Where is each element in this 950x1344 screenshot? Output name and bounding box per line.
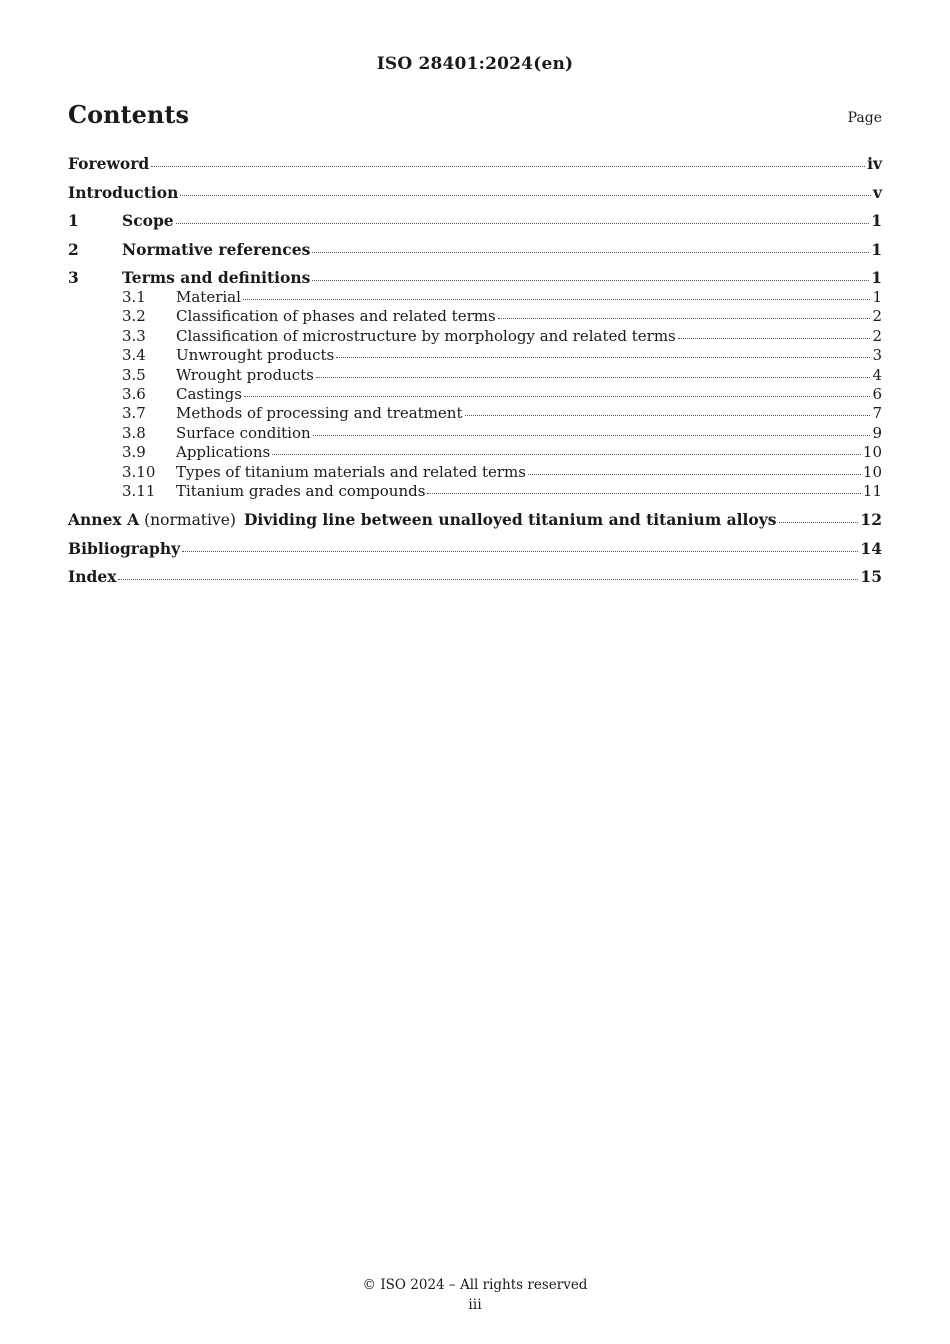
toc-entry-number: 3.4 [122, 346, 146, 365]
dot-leader [336, 356, 870, 358]
toc-entry-page: 2 [872, 307, 882, 326]
toc-entry-page: 7 [872, 404, 882, 423]
toc-entry-title: Titanium grades and compounds [176, 481, 426, 500]
copyright-footer: © ISO 2024 – All rights reserved [362, 1277, 588, 1293]
toc-entry-subclause-3-6[interactable] [68, 385, 882, 404]
dot-leader [678, 337, 871, 339]
dot-leader [272, 453, 861, 455]
dot-leader [176, 222, 870, 224]
toc-entry-page: v [872, 182, 882, 202]
toc-entry-number: 1 [68, 211, 79, 230]
dot-leader [427, 492, 860, 494]
toc-entry-number: 3.6 [122, 384, 146, 403]
toc-entry-number: 3.10 [122, 462, 156, 481]
toc-entry-title: Unwrought products [176, 346, 335, 365]
dot-leader [182, 550, 858, 552]
toc-entry-number: 3.1 [122, 288, 146, 306]
toc-entry-title: Foreword [68, 154, 150, 173]
page-column-label: Page [847, 110, 882, 126]
toc-entry-subclause-3-3[interactable] [68, 327, 882, 346]
dot-leader [312, 251, 869, 253]
dot-leader [498, 317, 871, 319]
toc-entry-foreword[interactable] [68, 153, 882, 174]
dot-leader [151, 165, 865, 167]
toc-entry-introduction[interactable] [68, 182, 882, 203]
toc-heading: Contents [68, 100, 189, 129]
dot-leader [528, 473, 861, 475]
dot-leader [180, 194, 871, 196]
toc-entry-subclause-3-5[interactable] [68, 366, 882, 385]
toc-entry-title: Normative references [122, 239, 311, 259]
toc-entry-number: 3.9 [122, 443, 146, 462]
toc-entry-bibliography[interactable] [68, 538, 882, 559]
toc-entry-page: 11 [862, 481, 882, 500]
toc-entry-index[interactable] [68, 566, 882, 587]
toc-entry-subclause-3-4[interactable] [68, 346, 882, 365]
toc-entry-page: 6 [872, 384, 882, 403]
toc-entry-subclause-3-8[interactable] [68, 424, 882, 443]
toc-entry-title: Classification of phases and related terms [176, 307, 496, 326]
toc-entry-page: 9 [872, 423, 882, 442]
toc-entry-subclause-3-9[interactable] [68, 443, 882, 462]
toc-entry-page: 4 [872, 365, 882, 384]
toc-entry-title: Applications [176, 443, 271, 462]
toc-entry-title: Introduction [68, 182, 179, 202]
dot-leader [244, 395, 871, 397]
toc-entry-number: 3.8 [122, 423, 146, 442]
toc-entry-page: 3 [872, 346, 882, 365]
toc-entry-title: Types of titanium materials and related terms [176, 462, 526, 481]
toc-entry-subclause-3-1[interactable] [68, 288, 882, 307]
toc-entry-page: 2 [872, 326, 882, 345]
table-of-contents [68, 153, 882, 595]
toc-entry-subclause-3-2[interactable] [68, 307, 882, 326]
toc-entry-number: 3.3 [122, 326, 146, 345]
toc-entry-title: Bibliography [68, 538, 181, 558]
toc-entry-number: 3.2 [122, 307, 146, 326]
toc-entry-number: 2 [68, 239, 79, 259]
toc-entry-page: iv [867, 154, 882, 173]
toc-entry-page: 1 [871, 268, 882, 287]
annex-label: Annex A [68, 510, 140, 530]
toc-entry-page: 12 [860, 510, 882, 530]
toc-entry-page: 15 [860, 567, 882, 587]
toc-entry-title: Methods of processing and treatment [176, 404, 463, 423]
toc-entry-subclause-3-7[interactable] [68, 404, 882, 423]
toc-entry-title: Index [68, 567, 117, 587]
dot-leader [779, 521, 859, 523]
toc-entry-clause-2[interactable] [68, 239, 882, 260]
page-number: iii [468, 1297, 482, 1313]
toc-entry-number: 3.5 [122, 365, 146, 384]
toc-entry-page: 14 [860, 538, 882, 558]
toc-entry-subclause-3-10[interactable] [68, 463, 882, 482]
toc-entry-number: 3.7 [122, 404, 146, 423]
document-identifier: ISO 28401:2024(en) [376, 54, 574, 74]
dot-leader [118, 578, 858, 580]
toc-entry-clause-3[interactable] [68, 267, 882, 288]
toc-entry-title: Castings [176, 384, 242, 403]
toc-entry-number: 3 [68, 268, 79, 287]
toc-entry-title: Wrought products [176, 365, 314, 384]
dot-leader [243, 298, 871, 300]
toc-entry-title: Surface condition [176, 423, 311, 442]
toc-entry-title: Material [176, 288, 241, 306]
toc-entry-page: 1 [871, 239, 882, 259]
toc-entry-title: Dividing line between unalloyed titanium and titanium alloys [243, 510, 777, 530]
toc-entry-clause-1[interactable] [68, 210, 882, 231]
dot-leader [316, 376, 871, 378]
toc-entry-number: 3.11 [122, 481, 156, 500]
toc-entry-title: Scope [122, 211, 174, 230]
toc-entry-page: 10 [862, 462, 882, 481]
toc-entry-title: Terms and definitions [122, 268, 311, 287]
annex-type: (normative) [144, 511, 236, 530]
dot-leader [313, 434, 871, 436]
toc-entry-page: 10 [862, 443, 882, 462]
dot-leader [312, 279, 869, 281]
toc-entry-subclause-3-11[interactable] [68, 482, 882, 501]
toc-entry-title: Classification of microstructure by morphology and related terms [176, 326, 676, 345]
dot-leader [465, 414, 871, 416]
toc-entry-annex-a[interactable] [68, 509, 882, 530]
toc-entry-page: 1 [871, 211, 882, 230]
toc-entry-page: 1 [872, 288, 882, 306]
